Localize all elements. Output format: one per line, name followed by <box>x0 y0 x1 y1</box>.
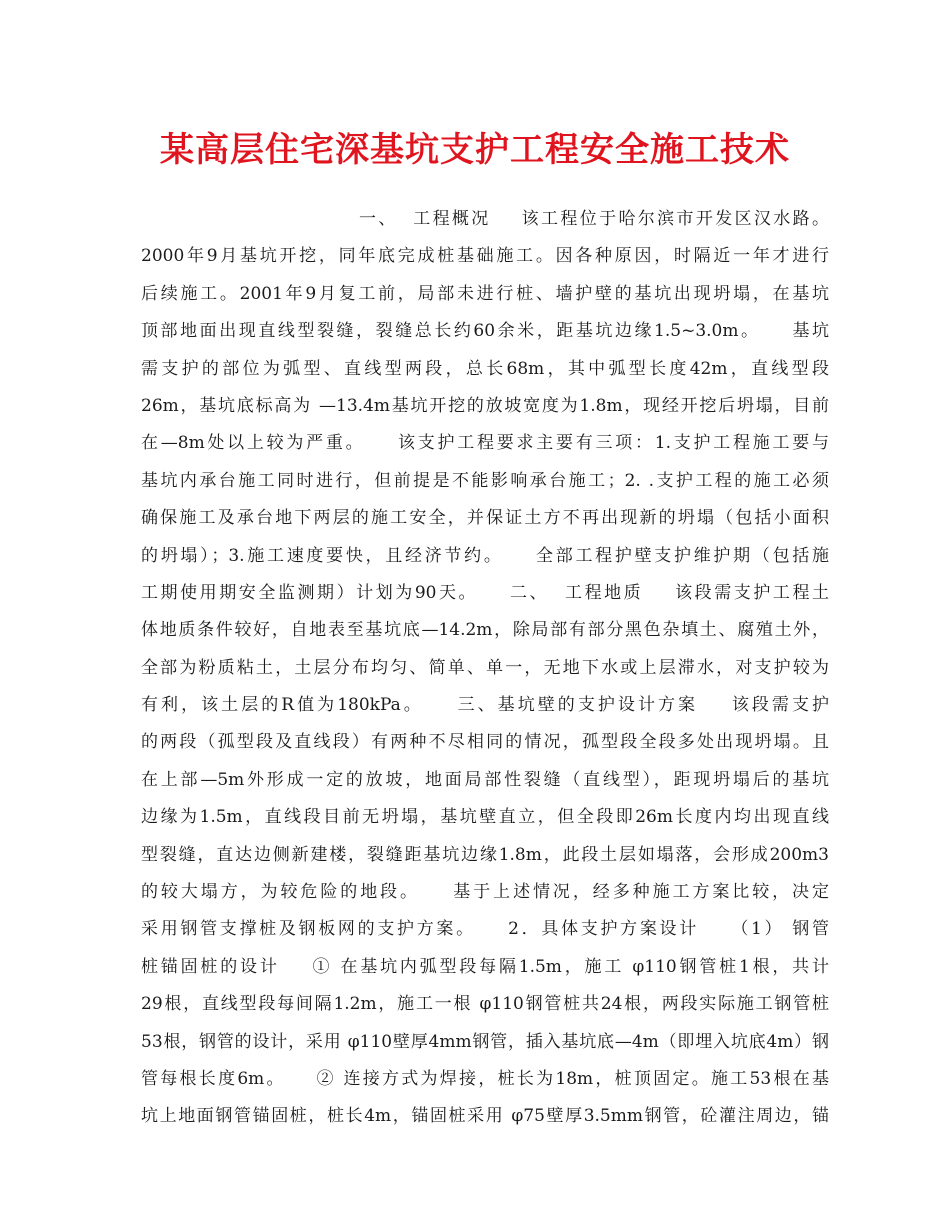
body-line: 采用钢管支撑桩及钢板网的支护方案。 2．具体支护方案设计 （1） 钢管 <box>141 919 829 940</box>
body-line: 26m，基坑底标高为 —13.4m基坑开挖的放坡宽度为1.8m，现经开挖后坍塌，目前 <box>141 395 829 416</box>
body-line: 的较大塌方，为较危险的地段。 基于上述情况，经多种施工方案比较，决定 <box>141 882 829 903</box>
body-line: 体地质条件较好，自地表至基坑底—14.2m，除局部有部分黑色杂填土、腐殖土外， <box>141 620 829 641</box>
body-line: 53根，钢管的设计，采用 φ110壁厚4mm钢管，插入基坑底—4m（即埋入坑底4m）钢 <box>141 1031 829 1052</box>
body-line: 在上部—5m外形成一定的放坡，地面局部性裂缝（直线型），距现坍塌后的基坑 <box>141 769 829 790</box>
body-line: 确保施工及承台地下两层的施工安全，并保证土方不再出现新的坍塌（包括小面积 <box>141 508 829 529</box>
document-title: 某高层住宅深基坑支护工程安全施工技术 <box>160 130 790 170</box>
body-line: 的两段（孤型段及直线段）有两种不尽相同的情况，孤型段全段多处出现坍塌。且 <box>141 732 829 753</box>
body-line: 29根，直线型段每间隔1.2m，施工一根 φ110钢管桩共24根，两段实际施工钢管桩 <box>141 994 829 1015</box>
body-line: 后续施工。2001年9月复工前，局部未进行桩、墙护壁的基坑出现坍塌，在基坑 <box>141 283 829 304</box>
body-line: 需支护的部位为弧型、直线型两段，总长68m，其中弧型长度42m，直线型段 <box>141 358 829 379</box>
body-line: 有利，该土层的R值为180kPa。 三、基坑壁的支护设计方案 该段需支护 <box>141 695 829 716</box>
body-line: 边缘为1.5m，直线段目前无坍塌，基坑壁直立，但全段即26m长度内均出现直线 <box>141 807 829 828</box>
body-line: 在—8m处以上较为严重。 该支护工程要求主要有三项：1.支护工程施工要与 <box>141 433 829 454</box>
body-line: 管每根长度6m。 ② 连接方式为焊接，桩长为18m，桩顶固定。施工53根在基 <box>141 1068 829 1089</box>
body-line: 基坑内承台施工同时进行，但前提是不能影响承台施工；2. .支护工程的施工必须 <box>141 470 829 491</box>
body-line: 坑上地面钢管锚固桩，桩长4m，锚固桩采用 φ75壁厚3.5mm钢管，砼灌注周边，锚 <box>141 1106 829 1127</box>
body-line: 工期使用期安全监测期）计划为90天。 二、 工程地质 该段需支护工程土 <box>141 582 829 603</box>
body-line: 型裂缝，直达边侧新建楼，裂缝距基坑边缘1.8m，此段土层如塌落，会形成200m3 <box>141 844 829 865</box>
body-line: 一、 工程概况 该工程位于哈尔滨市开发区汉水路。 <box>359 209 829 229</box>
body-line: 顶部地面出现直线型裂缝，裂缝总长约60余米，距基坑边缘1.5~3.0m。 基坑 <box>141 321 829 342</box>
body-line: 2000年9月基坑开挖，同年底完成桩基础施工。因各种原因，时隔近一年才进行 <box>141 246 829 267</box>
body-line: 的坍塌）；3.施工速度要快，且经济节约。 全部工程护壁支护维护期（包括施 <box>141 545 829 566</box>
body-line: 全部为粉质粘土，土层分布均匀、简单、单一，无地下水或上层滞水，对支护较为 <box>141 657 829 678</box>
body-line: 桩锚固桩的设计 ① 在基坑内弧型段每隔1.5m，施工 φ110钢管桩1根，共计 <box>141 956 829 977</box>
document-body <box>141 201 829 1136</box>
